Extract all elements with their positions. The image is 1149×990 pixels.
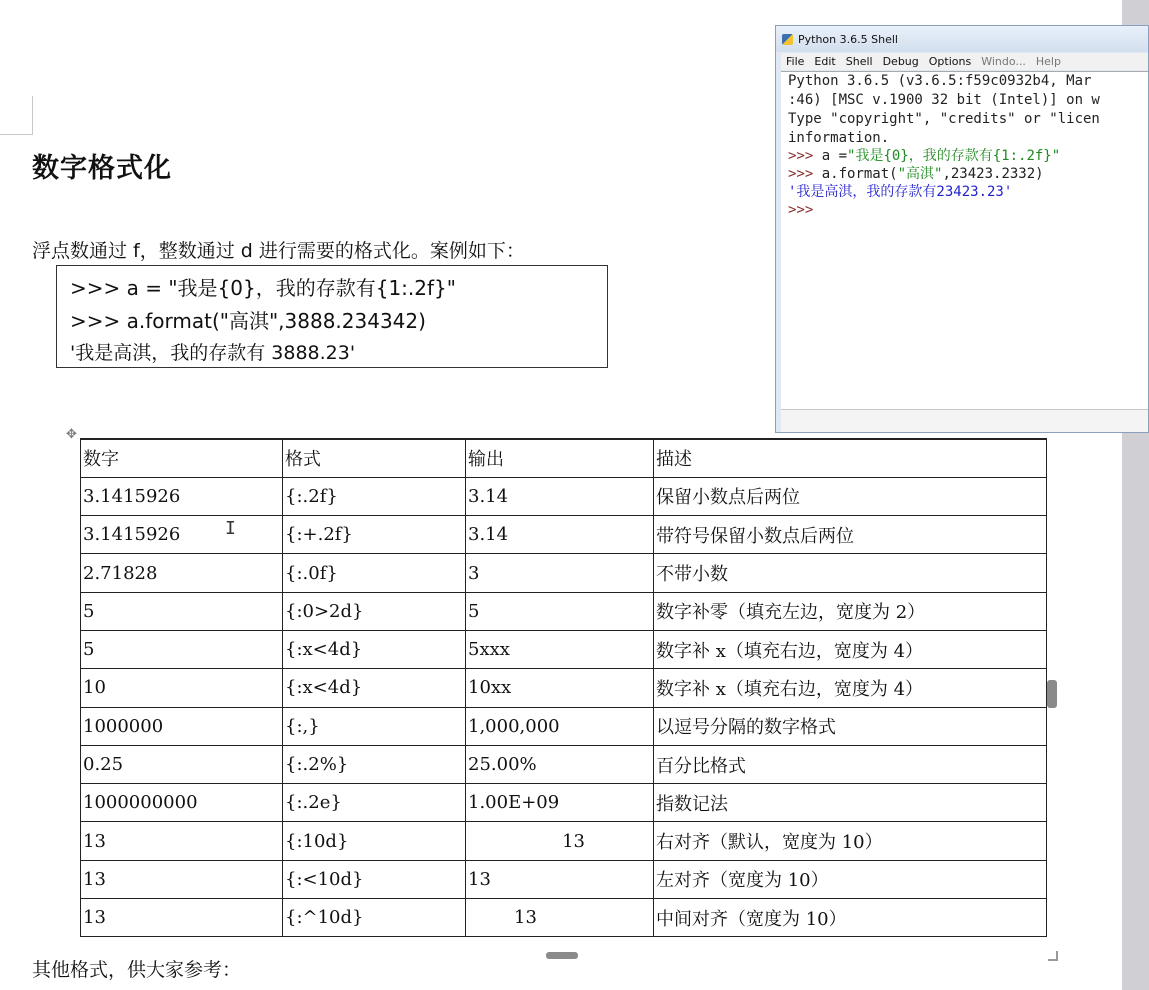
table-row (81, 477, 1047, 515)
code-output-line: '我是高淇，我的存款有 3888.23' (70, 342, 356, 364)
code-line: >>> a.format("高淇",3888.234342) (70, 309, 426, 333)
table-row (81, 707, 1047, 745)
shell-output-line: '我是高淇，我的存款有23423.23' (788, 184, 1013, 200)
shell-banner-line: Python 3.6.5 (v3.6.5:f59c0932b4, Mar (788, 73, 1092, 89)
table-row (81, 554, 1047, 592)
table-cell: 不带小数 (654, 554, 1047, 592)
shell-menubar (781, 53, 1148, 70)
shell-string-literal: "高淇" (897, 166, 943, 182)
shell-banner-line: information. (788, 130, 890, 146)
table-resize-bottom-handle[interactable] (546, 952, 578, 959)
text-cursor-icon: I (225, 518, 236, 539)
header-cell: 输出 (466, 439, 654, 477)
table-cell: {:.0f} (283, 554, 466, 592)
shell-cmd-text: a.format( (813, 166, 898, 182)
table-cell: {:^10d} (283, 899, 466, 937)
table-cell: 保留小数点后两位 (654, 477, 1047, 515)
doc-heading: 数字格式化 (32, 153, 172, 184)
python-shell-window[interactable] (775, 25, 1149, 433)
menu-edit[interactable]: Edit (814, 55, 836, 68)
table-cell: 1000000 (81, 707, 283, 745)
doc-intro: 浮点数通过 f，整数通过 d 进行需要的格式化。案例如下： (32, 240, 525, 262)
table-cell: 带符号保留小数点后两位 (654, 516, 1047, 554)
format-table (80, 438, 1047, 937)
table-cell: 0.25 (81, 745, 283, 783)
table-row (81, 630, 1047, 668)
table-cell: {:,} (283, 707, 466, 745)
shell-cmd-text: ,23423.2332) (942, 166, 1044, 182)
table-cell: 10xx (466, 669, 654, 707)
table-cell: 指数记法 (654, 784, 1047, 822)
table-row (81, 822, 1047, 860)
shell-text-area[interactable] (781, 71, 1148, 433)
table-cell: {:.2e} (283, 784, 466, 822)
table-header-row (81, 439, 1047, 477)
table-cell: 以逗号分隔的数字格式 (654, 707, 1047, 745)
table-cell: {:.2f} (283, 477, 466, 515)
table-cell: 13 (466, 899, 654, 937)
header-cell: 描述 (654, 439, 1047, 477)
table-cell: 3.14 (466, 477, 654, 515)
shell-command-line (781, 147, 1148, 165)
shell-title: Python 3.6.5 Shell (798, 32, 898, 46)
table-cell: {:<10d} (283, 860, 466, 898)
table-cell: 百分比格式 (654, 745, 1047, 783)
shell-statusbar (781, 409, 1148, 432)
table-cell: 5 (81, 630, 283, 668)
menu-window[interactable]: Windo... (981, 55, 1026, 68)
table-cell: 5 (466, 592, 654, 630)
table-cell: 5xxx (466, 630, 654, 668)
table-cell: 中间对齐（宽度为 10） (654, 899, 1047, 937)
table-move-handle-icon[interactable]: ✥ (66, 427, 77, 442)
table-cell: 1000000000 (81, 784, 283, 822)
table-cell: 1.00E+09 (466, 784, 654, 822)
table-cell: 25.00% (466, 745, 654, 783)
table-cell: 数字补 x（填充右边，宽度为 4） (654, 630, 1047, 668)
table-row (81, 669, 1047, 707)
shell-cmd-text: a = (813, 148, 848, 164)
table-cell: 10 (81, 669, 283, 707)
table-cell: 2.71828 (81, 554, 283, 592)
code-example-box (56, 265, 608, 368)
table-cell: 1,000,000 (466, 707, 654, 745)
shell-banner-line: :46) [MSC v.1900 32 bit (Intel)] on w (788, 92, 1100, 108)
table-cell: {:+.2f} (283, 516, 466, 554)
table-cell: 13 (81, 860, 283, 898)
table-cell: {:x<4d} (283, 630, 466, 668)
table-resize-right-handle[interactable] (1047, 680, 1057, 708)
table-cell: 3.1415926 (81, 516, 283, 554)
code-line: >>> a = "我是{0}，我的存款有{1:.2f}" (70, 276, 456, 300)
table-cell: 数字补零（填充左边，宽度为 2） (654, 592, 1047, 630)
table-resize-corner-handle[interactable] (1048, 951, 1058, 961)
table-cell: 13 (466, 860, 654, 898)
table-row (81, 784, 1047, 822)
header-cell: 数字 (81, 439, 283, 477)
python-icon (782, 34, 793, 45)
doc-footer-text: 其他格式，供大家参考： (32, 959, 242, 981)
menu-help[interactable]: Help (1035, 55, 1061, 68)
table-cell: 右对齐（默认，宽度为 10） (654, 822, 1047, 860)
table-cell: 13 (81, 899, 283, 937)
shell-string-literal: "我是{0}，我的存款有{1:.2f}" (847, 148, 1061, 164)
table-row (81, 592, 1047, 630)
table-cell: 左对齐（宽度为 10） (654, 860, 1047, 898)
header-cell: 格式 (283, 439, 466, 477)
table-cell: {:10d} (283, 822, 466, 860)
shell-command-line (781, 165, 1148, 183)
shell-titlebar[interactable] (776, 26, 1148, 52)
table-cell: {:.2%} (283, 745, 466, 783)
menu-file[interactable]: File (786, 55, 805, 68)
table-cell: 13 (81, 822, 283, 860)
menu-debug[interactable]: Debug (882, 55, 919, 68)
table-cell: 13 (466, 822, 654, 860)
shell-prompt: >>> (788, 148, 814, 164)
table-row (81, 745, 1047, 783)
menu-options[interactable]: Options (928, 55, 972, 68)
page-corner-mark (0, 96, 33, 135)
shell-prompt: >>> (788, 166, 814, 182)
table-cell: 3 (466, 554, 654, 592)
table-cell: 5 (81, 592, 283, 630)
table-cell: 3.1415926 (81, 477, 283, 515)
table-row (81, 899, 1047, 937)
table-row (81, 860, 1047, 898)
shell-banner-line: Type "copyright", "credits" or "licen (788, 111, 1100, 127)
table-cell: {:0>2d} (283, 592, 466, 630)
table-cell: 3.14 (466, 516, 654, 554)
table-cell: 数字补 x（填充右边，宽度为 4） (654, 669, 1047, 707)
shell-prompt[interactable]: >>> (788, 202, 814, 218)
table-cell: {:x<4d} (283, 669, 466, 707)
menu-shell[interactable]: Shell (845, 55, 873, 68)
